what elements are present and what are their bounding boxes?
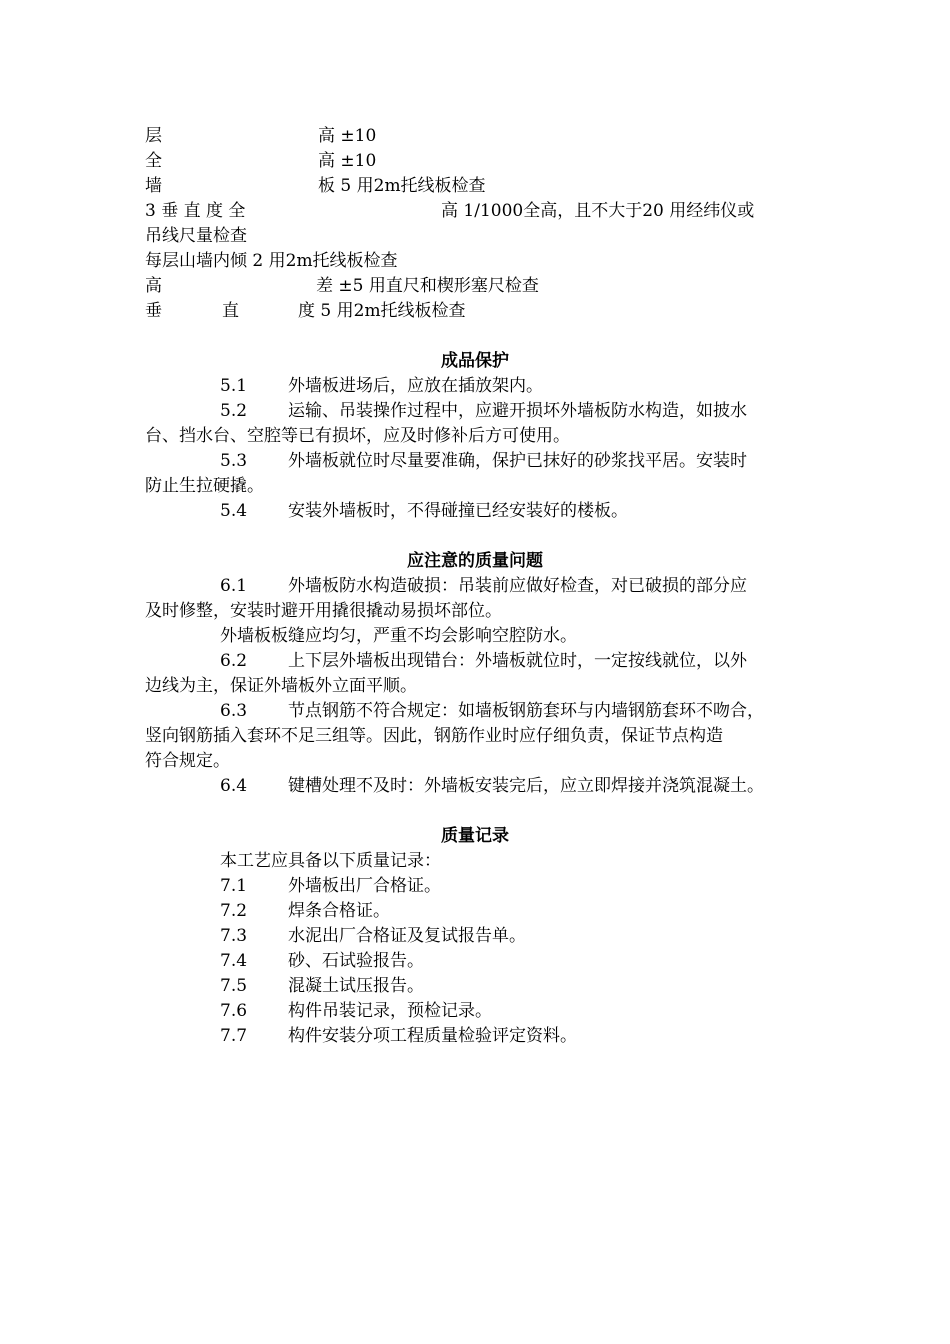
table-row (145, 199, 755, 224)
table-cell: 高 (145, 276, 162, 296)
table-cell: 垂 (145, 301, 162, 321)
item-number: 5.4 (220, 501, 248, 521)
item-text: 砂、石试验报告。 (288, 951, 424, 971)
table-row (145, 174, 486, 199)
item-text-continued: 边线为主，保证外墙板外立面平顺。 (145, 676, 417, 696)
item-number: 6.3 (220, 701, 248, 721)
item-number: 7.2 (220, 901, 248, 921)
item-text: 构件吊装记录，预检记录。 (288, 1001, 492, 1021)
table-cell: 全 (145, 151, 162, 171)
table-cell: 差 ±5 用直尺和楔形塞尺检查 (316, 276, 539, 296)
item-number: 6.4 (220, 776, 248, 796)
item-text-continued: 防止生拉硬撬。 (145, 476, 264, 496)
section-heading-5: 成品保护 (441, 351, 509, 371)
item-number: 7.3 (220, 926, 248, 946)
item-number: 7.4 (220, 951, 248, 971)
table-row (145, 299, 466, 324)
item-number: 5.3 (220, 451, 248, 471)
table-cell: 3 垂 直 度 全 (145, 201, 246, 221)
item-number: 7.5 (220, 976, 248, 996)
item-text: 键槽处理不及时：外墙板安装完后，应立即焊接并浇筑混凝土。 (288, 776, 764, 796)
item-number: 6.1 (220, 576, 248, 596)
item-text: 安装外墙板时，不得碰撞已经安装好的楼板。 (288, 501, 628, 521)
table-cell: 吊线尺量检查 (145, 226, 247, 246)
item-text-continued: 竖向钢筋插入套环不足三组等。因此，钢筋作业时应仔细负责，保证节点构造 (145, 726, 723, 746)
item-text: 外墙板就位时尽量要准确，保护已抹好的砂浆找平居。安装时 (288, 451, 747, 471)
item-text: 外墙板板缝应均匀，严重不均会影响空腔防水。 (220, 626, 577, 646)
item-text: 外墙板防水构造破损：吊装前应做好检查，对已破损的部分应 (288, 576, 747, 596)
item-number: 7.1 (220, 876, 248, 896)
table-cell: 高 ±10 (318, 126, 377, 146)
table-cell: 高 1/1000全高，且不大于20 用经纬仪或 (441, 201, 755, 221)
table-row (145, 124, 377, 149)
table-cell: 高 ±10 (318, 151, 377, 171)
item-number: 5.2 (220, 401, 248, 421)
item-number: 7.6 (220, 1001, 248, 1021)
item-text-continued: 台、挡水台、空腔等已有损坏，应及时修补后方可使用。 (145, 426, 570, 446)
item-text: 水泥出厂合格证及复试报告单。 (288, 926, 526, 946)
item-text: 构件安装分项工程质量检验评定资料。 (288, 1026, 577, 1046)
table-cell: 板 5 用2m托线板检查 (318, 176, 486, 196)
item-text-continued: 符合规定。 (145, 751, 230, 771)
table-row (145, 224, 247, 249)
item-text: 节点钢筋不符合规定：如墙板钢筋套环与内墙钢筋套环不吻合， (288, 701, 764, 721)
table-cell: 层 (145, 126, 162, 146)
item-text: 上下层外墙板出现错台：外墙板就位时，一定按线就位，以外 (288, 651, 747, 671)
item-text: 混凝土试压报告。 (288, 976, 424, 996)
item-text: 运输、吊装操作过程中，应避开损坏外墙板防水构造，如披水 (288, 401, 747, 421)
section-intro: 本工艺应具备以下质量记录： (220, 851, 441, 871)
table-row (145, 274, 539, 299)
table-row (145, 249, 398, 274)
table-cell: 墙 (145, 176, 162, 196)
table-cell: 度 5 用2m托线板检查 (298, 301, 466, 321)
item-number: 5.1 (220, 376, 248, 396)
section-heading-7: 质量记录 (441, 826, 509, 846)
table-cell: 每层山墙内倾 2 用2m托线板检查 (145, 251, 398, 271)
item-number: 6.2 (220, 651, 248, 671)
item-text: 焊条合格证。 (288, 901, 390, 921)
item-number: 7.7 (220, 1026, 248, 1046)
table-cell: 直 (222, 301, 239, 321)
table-row (145, 149, 377, 174)
item-text: 外墙板进场后，应放在插放架内。 (288, 376, 543, 396)
item-text-continued: 及时修整，安装时避开用撬很撬动易损坏部位。 (145, 601, 502, 621)
item-text: 外墙板出厂合格证。 (288, 876, 441, 896)
section-heading-6: 应注意的质量问题 (407, 551, 543, 571)
